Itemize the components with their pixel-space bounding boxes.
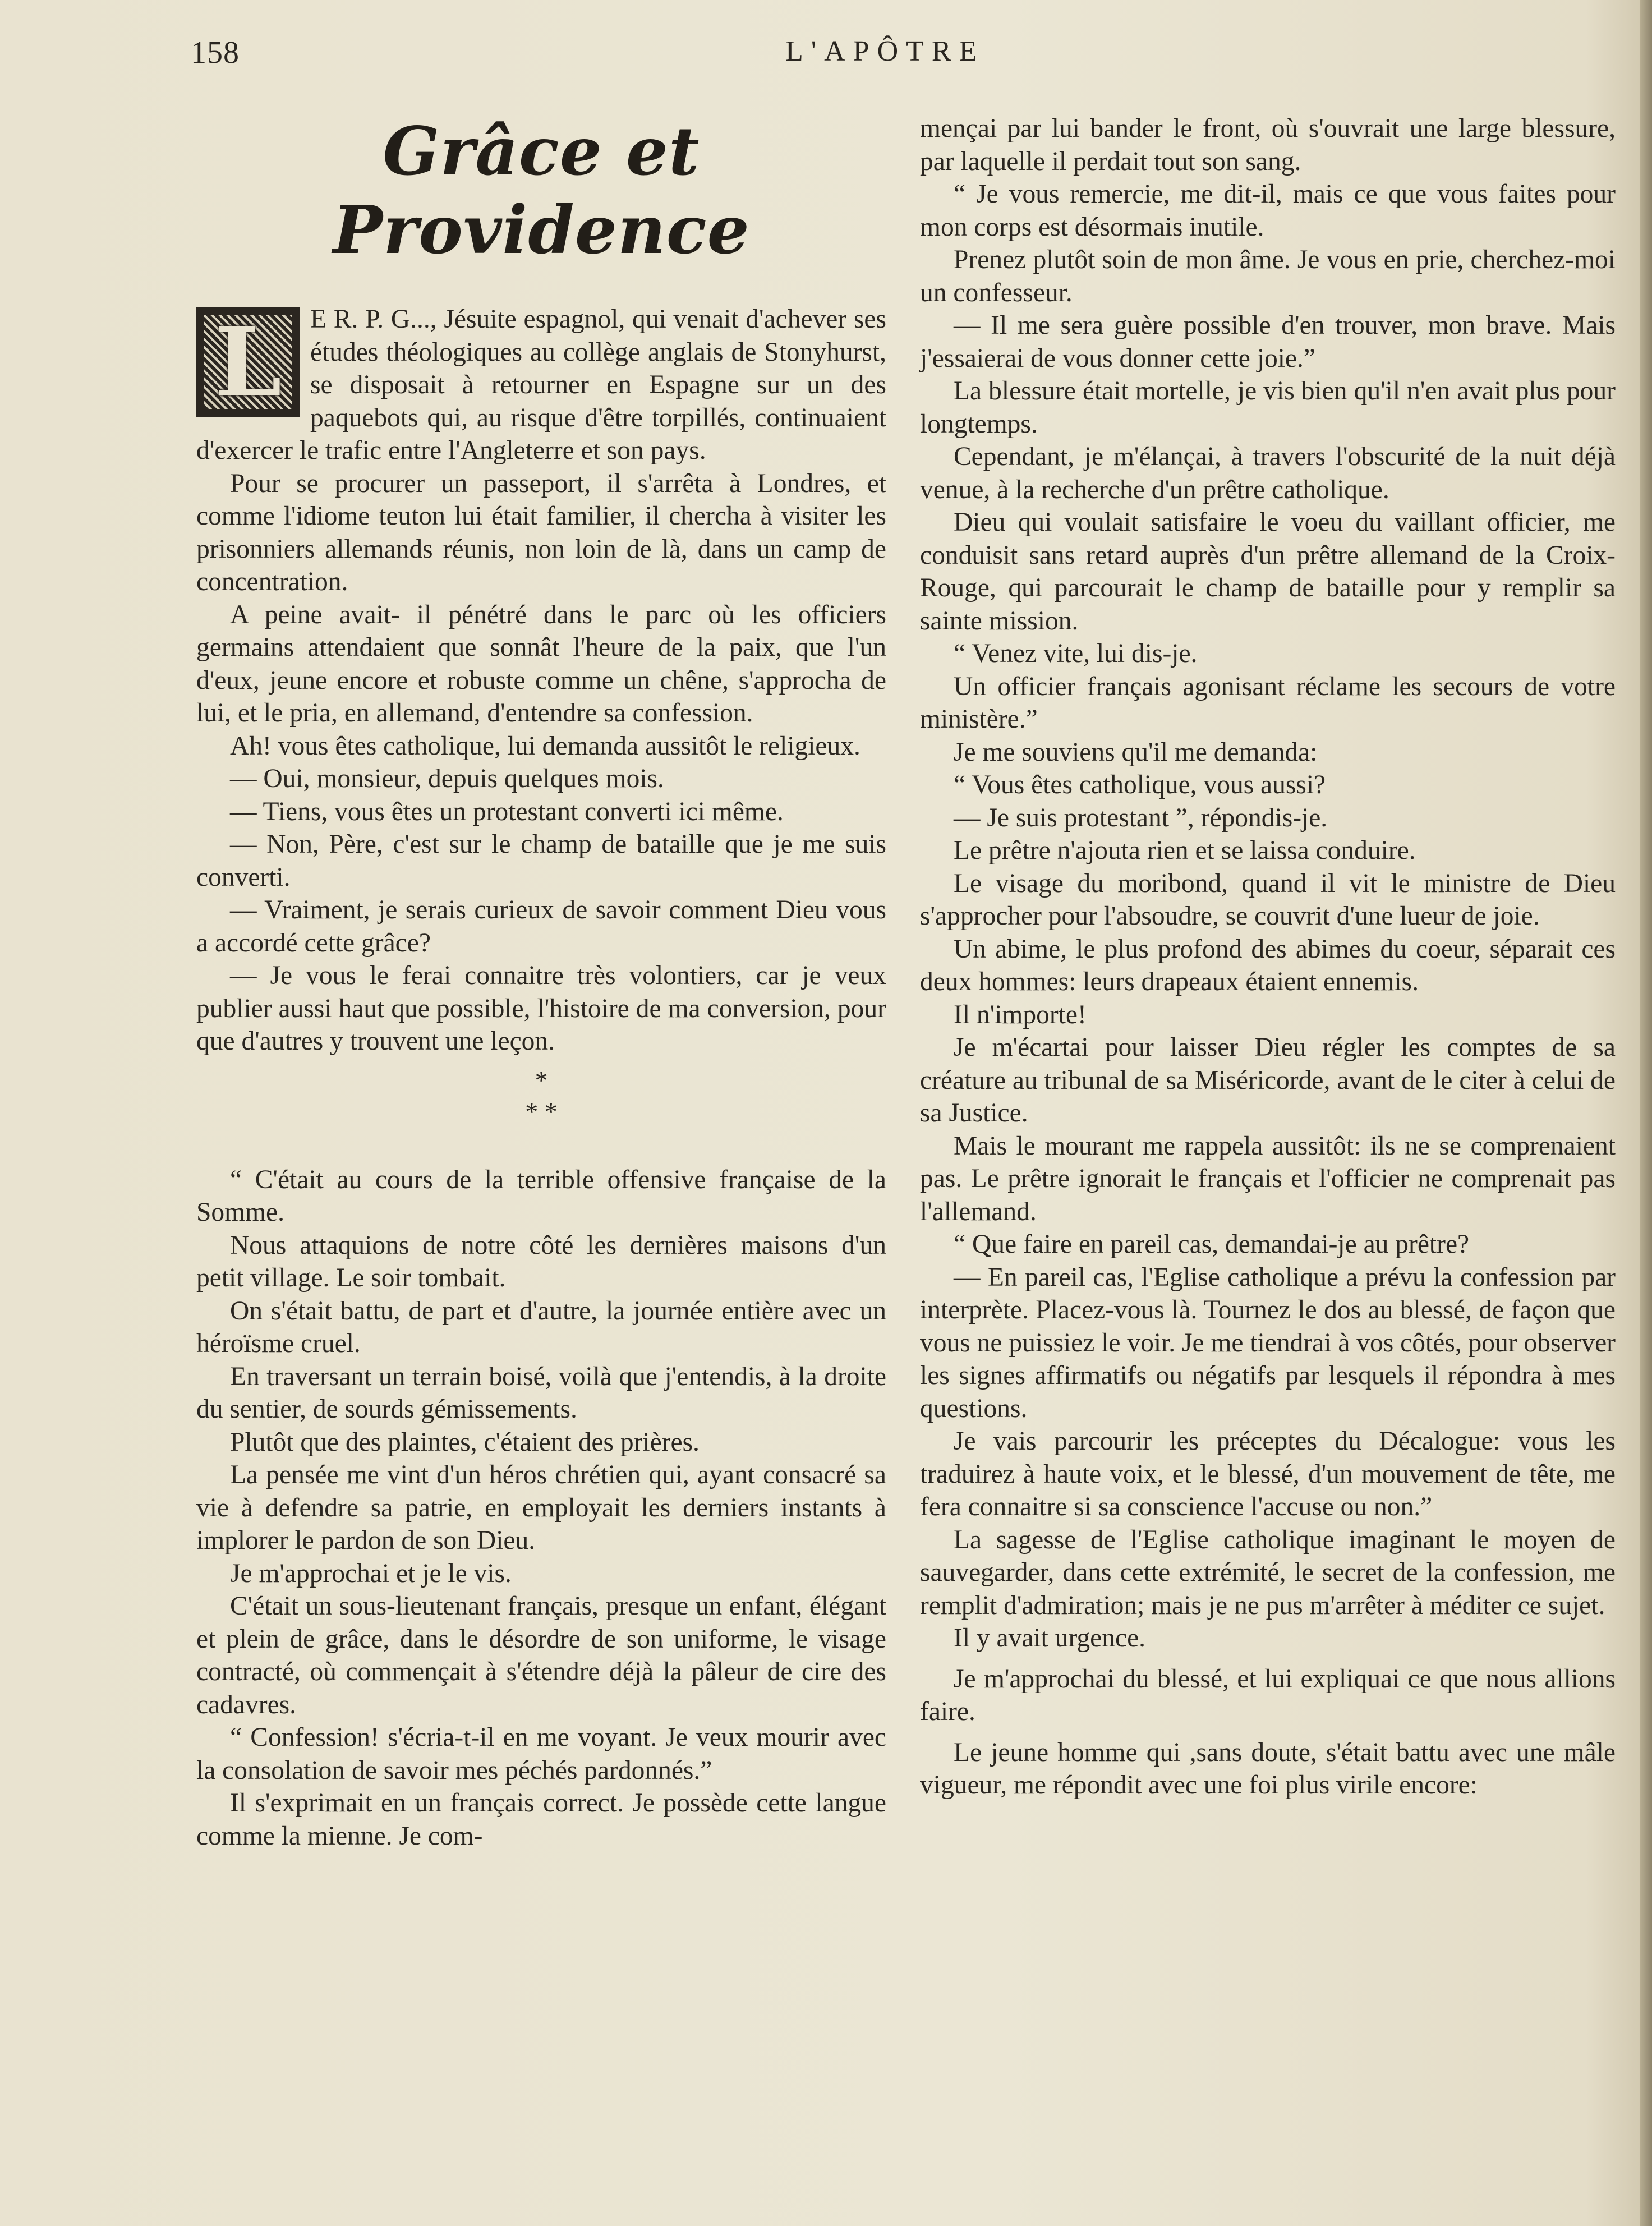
left-column [196, 112, 886, 1852]
paragraph: A peine avait- il pénétré dans le parc où les officiers germains attendaient que sonnât l'heure de la paix, que l'un d'eux, jeune encore et robuste comme un chêne, s'approcha de lui, et le pria, en allemand, d'entendre sa confession. [196, 600, 886, 728]
paragraph: La sagesse de l'Eglise catholique imaginant le moyen de sauvegarder, dans cette extrémité, le secret de la confession, me remplit d'admiration; mais je ne pus m'arrêter à méditer ce sujet. [920, 1525, 1616, 1620]
paragraph: — Je vous le ferai connaitre très volontiers, car je veux publier aussi haut que possible, l'histoire de ma conversion, pour que d'autres y trouvent une leçon. [196, 961, 886, 1056]
paragraph: C'était un sous-lieutenant français, presque un enfant, élégant et plein de grâce, dans le désordre de son uniforme, le visage contracté, où commençait à s'étendre déjà la pâleur de cire des cadavres. [196, 1592, 886, 1719]
paragraph: Le visage du moribond, quand il vit le ministre de Dieu s'approcher pour l'absoudre, se couvrit d'une lueur de joie. [920, 868, 1616, 931]
paragraph: mençai par lui bander le front, où s'ouvrait une large blessure, par laquelle il perdait tout son sang. [920, 114, 1616, 176]
spacer [920, 1655, 1616, 1663]
ornamental-initial [196, 307, 300, 417]
paragraph: Un officier français agonisant réclame les secours de votre ministère.” [920, 672, 1616, 734]
paragraph: “ Vous êtes catholique, vous aussi? [954, 770, 1326, 799]
paragraph: Je m'approchai du blessé, et lui expliquai ce que nous allions faire. [920, 1664, 1616, 1726]
paragraph: “ Venez vite, lui dis-je. [954, 639, 1198, 668]
paragraph: Il s'exprimait en un français correct. Je possède cette langue comme la mienne. Je com- [196, 1788, 886, 1851]
article-title: Grâce et Providence [333, 112, 750, 269]
paragraph: Je vais parcourir les préceptes du Décalogue: vous les traduirez à haute voix, et le blessé, d'un mouvement de tête, me fera connaitre si sa conscience l'accuse ou non.” [920, 1427, 1616, 1521]
page-number: 158 [191, 35, 240, 70]
paragraph: Cependant, je m'élançai, à travers l'obscurité de la nuit déjà venue, à la recherche d'un prêtre catholique. [920, 442, 1616, 504]
paragraph: — Tiens, vous êtes un protestant converti ici même. [230, 797, 784, 826]
paragraph: Pour se procurer un passeport, il s'arrêta à Londres, et comme l'idiome teuton lui était familier, il chercha à visiter les prisonniers allemands réunis, non loin de là, dans un camp de concentration. [196, 468, 886, 596]
paragraph: — Je suis protestant ”, répondis-je. [954, 803, 1328, 833]
paragraph: Je m'approchai et je le vis. [230, 1558, 512, 1588]
paragraph: Un abime, le plus profond des abimes du coeur, séparait ces deux hommes: leurs drapeaux étaient ennemis. [920, 934, 1616, 996]
paragraph: Il n'importe! [954, 1000, 1087, 1029]
paragraph: “ Je vous remercie, me dit-il, mais ce que vous faites pour mon corps est désormais inutile. [920, 180, 1616, 242]
paragraph: E R. P. G..., Jésuite espagnol, qui venait d'achever ses études théologiques au collège anglais de Stonyhurst, se disposait à retourner en Espagne sur un des paquebots qui, au risque d'être torpillés, continuaient d'exercer le trafic entre l'Angleterre et son pays. [196, 305, 886, 465]
opening-paragraph-wrap [196, 303, 886, 467]
paragraph: — Vraiment, je serais curieux de savoir comment Dieu vous a accordé cette grâce? [196, 895, 886, 958]
asterisks-bottom: * * [525, 1097, 558, 1126]
paragraph: Mais le mourant me rappela aussitôt: ils ne se comprenaient pas. Le prêtre ignorait le français et l'officier ne comprenait pas l'allemand. [920, 1131, 1616, 1226]
paragraph: Il y avait urgence. [954, 1623, 1146, 1653]
page-header [191, 35, 1604, 80]
initial-letter: L [214, 306, 282, 418]
paragraph: Je me souviens qu'il me demanda: [954, 737, 1318, 767]
paragraph: — En pareil cas, l'Eglise catholique a prévu la confession par interprète. Placez-vous là. Tournez le dos au blessé, de façon que vous ne puissiez le voir. Je me tiendrai à vos côtés, pour observer les signes affirmatifs ou négatifs par lesquels il répondra à mes questions. [920, 1262, 1616, 1423]
paragraph: Dieu qui voulait satisfaire le voeu du vaillant officier, me conduisit sans retard auprès d'un prêtre allemand de la Croix-Rouge, qui parcourait le champ de bataille pour y remplir sa sainte mission. [920, 508, 1616, 636]
paragraph: “ Que faire en pareil cas, demandai-je au prêtre? [954, 1230, 1470, 1259]
paragraph: Ah! vous êtes catholique, lui demanda aussitôt le religieux. [230, 731, 860, 761]
paragraph: La blessure était mortelle, je vis bien qu'il n'en avait plus pour longtemps. [920, 376, 1616, 439]
paragraph: — Non, Père, c'est sur le champ de bataille que je me suis converti. [196, 830, 886, 892]
paragraph: Le jeune homme qui ,sans doute, s'était battu avec une mâle vigueur, me répondit avec une foi plus virile encore: [920, 1737, 1616, 1800]
section-separator [196, 1065, 886, 1128]
paragraph: “ Confession! s'écria-t-il en me voyant. Je veux mourir avec la consolation de savoir mes péchés pardonnés.” [196, 1723, 886, 1785]
paragraph: On s'était battu, de part et d'autre, la journée entière avec un héroïsme cruel. [196, 1296, 886, 1358]
right-column [920, 112, 1616, 1802]
paragraph: Plutôt que des plaintes, c'étaient des prières. [230, 1427, 700, 1457]
spacer [920, 1728, 1616, 1736]
paragraph: En traversant un terrain boisé, voilà que j'entendis, à la droite du sentier, de sourds gémissements. [196, 1362, 886, 1424]
paragraph: Prenez plutôt soin de mon âme. Je vous en prie, cherchez-moi un confesseur. [920, 245, 1616, 307]
running-title: L'APÔTRE [785, 35, 985, 67]
paragraph: La pensée me vint d'un héros chrétien qui, ayant consacré sa vie à defendre sa patrie, en employait les derniers instants à implorer le pardon de son Dieu. [196, 1460, 886, 1555]
paragraph: Nous attaquions de notre côté les dernières maisons d'un petit village. Le soir tombait. [196, 1230, 886, 1293]
paragraph: Le prêtre n'ajouta rien et se laissa conduire. [954, 836, 1416, 865]
page-edge [1640, 0, 1652, 2226]
asterisk-top: * [535, 1065, 548, 1094]
paragraph: “ C'était au cours de la terrible offensive française de la Somme. [196, 1165, 886, 1227]
paragraph: Je m'écartai pour laisser Dieu régler les comptes de sa créature au tribunal de sa Miséricorde, avant de le citer à celui de sa Justice. [920, 1033, 1616, 1128]
paragraph: — Oui, monsieur, depuis quelques mois. [230, 764, 664, 793]
paragraph: — Il me sera guère possible d'en trouver, mon brave. Mais j'essaierai de vous donner cette joie.” [920, 311, 1616, 373]
